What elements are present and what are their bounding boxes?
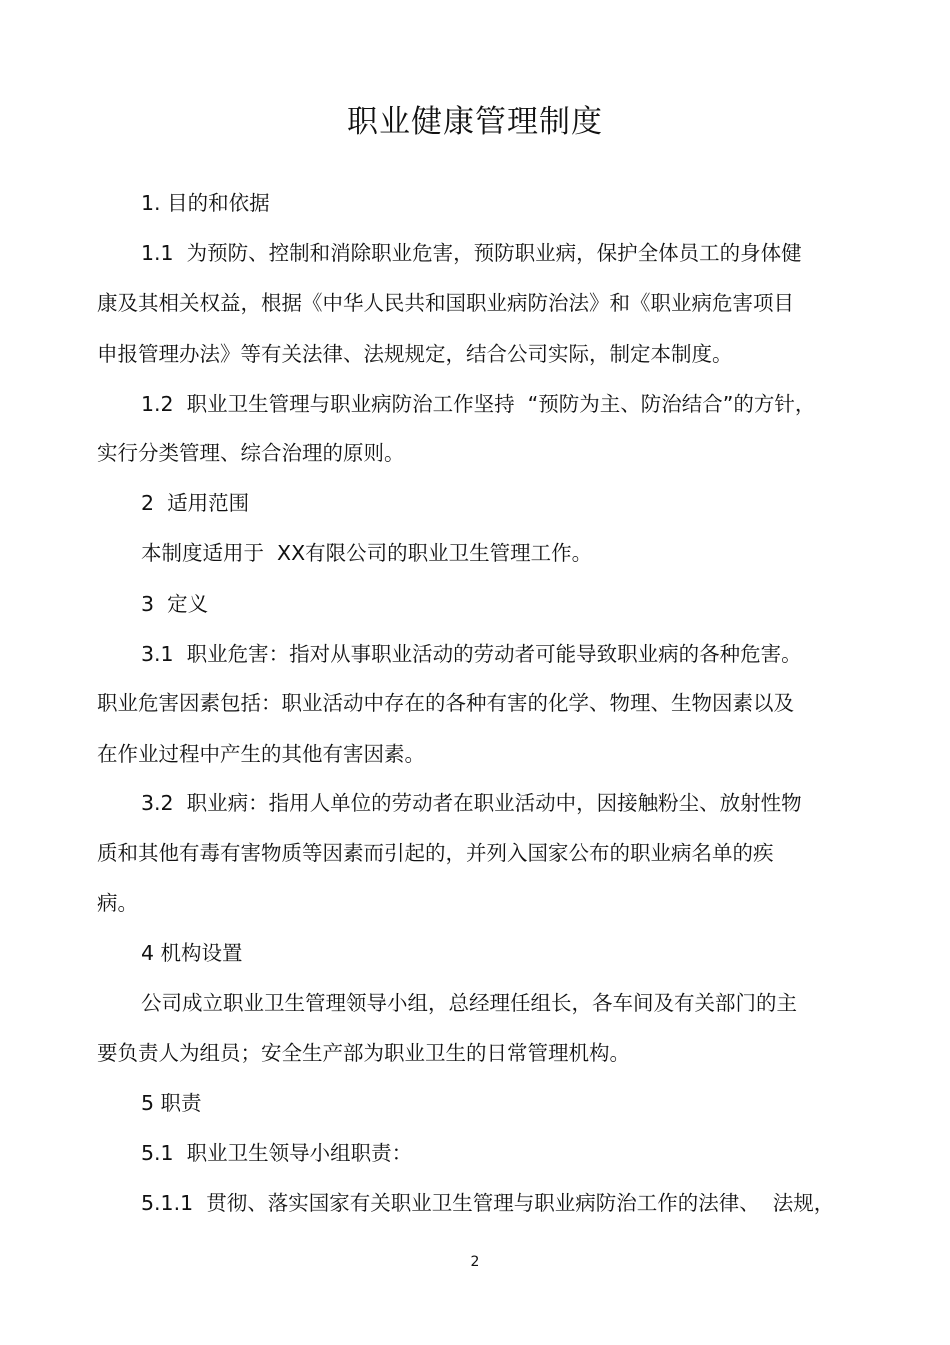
paragraph-3-2-line-1: 3.2 职业病：指用人单位的劳动者在职业活动中，因接触粉尘、放射性物 (141, 791, 802, 815)
paragraph-1-2-line-1: 1.2 职业卫生管理与职业病防治工作坚持 “预防为主、防治结合”的方针， (141, 392, 816, 416)
paragraph-3-1-line-2: 职业危害因素包括：职业活动中存在的各种有害的化学、物理、生物因素以及 (97, 691, 794, 715)
heading-3-definitions: 3 定义 (141, 592, 209, 616)
heading-4-organization: 4 机构设置 (141, 941, 243, 965)
paragraph-3-1-line-1: 3.1 职业危害：指对从事职业活动的劳动者可能导致职业病的各种危害。 (141, 642, 802, 666)
heading-5-1: 5.1 职业卫生领导小组职责： (141, 1141, 413, 1165)
page-number: 2 (470, 1254, 480, 1270)
paragraph-scope: 本制度适用于 XX有限公司的职业卫生管理工作。 (141, 541, 593, 565)
paragraph-3-1-line-3: 在作业过程中产生的其他有害因素。 (97, 742, 425, 766)
document-title: 职业健康管理制度 (347, 104, 603, 140)
paragraph-3-2-line-2: 质和其他有毒有害物质等因素而引起的，并列入国家公布的职业病名单的疾 (97, 841, 774, 865)
paragraph-1-2-line-2: 实行分类管理、综合治理的原则。 (97, 441, 405, 465)
paragraph-1-1-line-3: 申报管理办法》等有关法律、法规规定，结合公司实际，制定本制度。 (97, 342, 733, 366)
paragraph-1-1-line-1: 1.1 为预防、控制和消除职业危害，预防职业病，保护全体员工的身体健 (141, 241, 802, 265)
paragraph-4-line-1: 公司成立职业卫生管理领导小组，总经理任组长，各车间及有关部门的主 (141, 991, 797, 1015)
heading-5-duties: 5 职责 (141, 1091, 202, 1115)
paragraph-4-line-2: 要负责人为组员；安全生产部为职业卫生的日常管理机构。 (97, 1041, 630, 1065)
paragraph-1-1-line-2: 康及其相关权益，根据《中华人民共和国职业病防治法》和《职业病危害项目 (97, 291, 794, 315)
paragraph-3-2-line-3: 病。 (97, 891, 138, 915)
heading-1-purpose: 1. 目的和依据 (141, 191, 270, 215)
heading-2-scope: 2 适用范围 (141, 491, 250, 515)
paragraph-5-1-1-line-1: 5.1.1 贯彻、落实国家有关职业卫生管理与职业病防治工作的法律、 法规， (141, 1191, 835, 1215)
